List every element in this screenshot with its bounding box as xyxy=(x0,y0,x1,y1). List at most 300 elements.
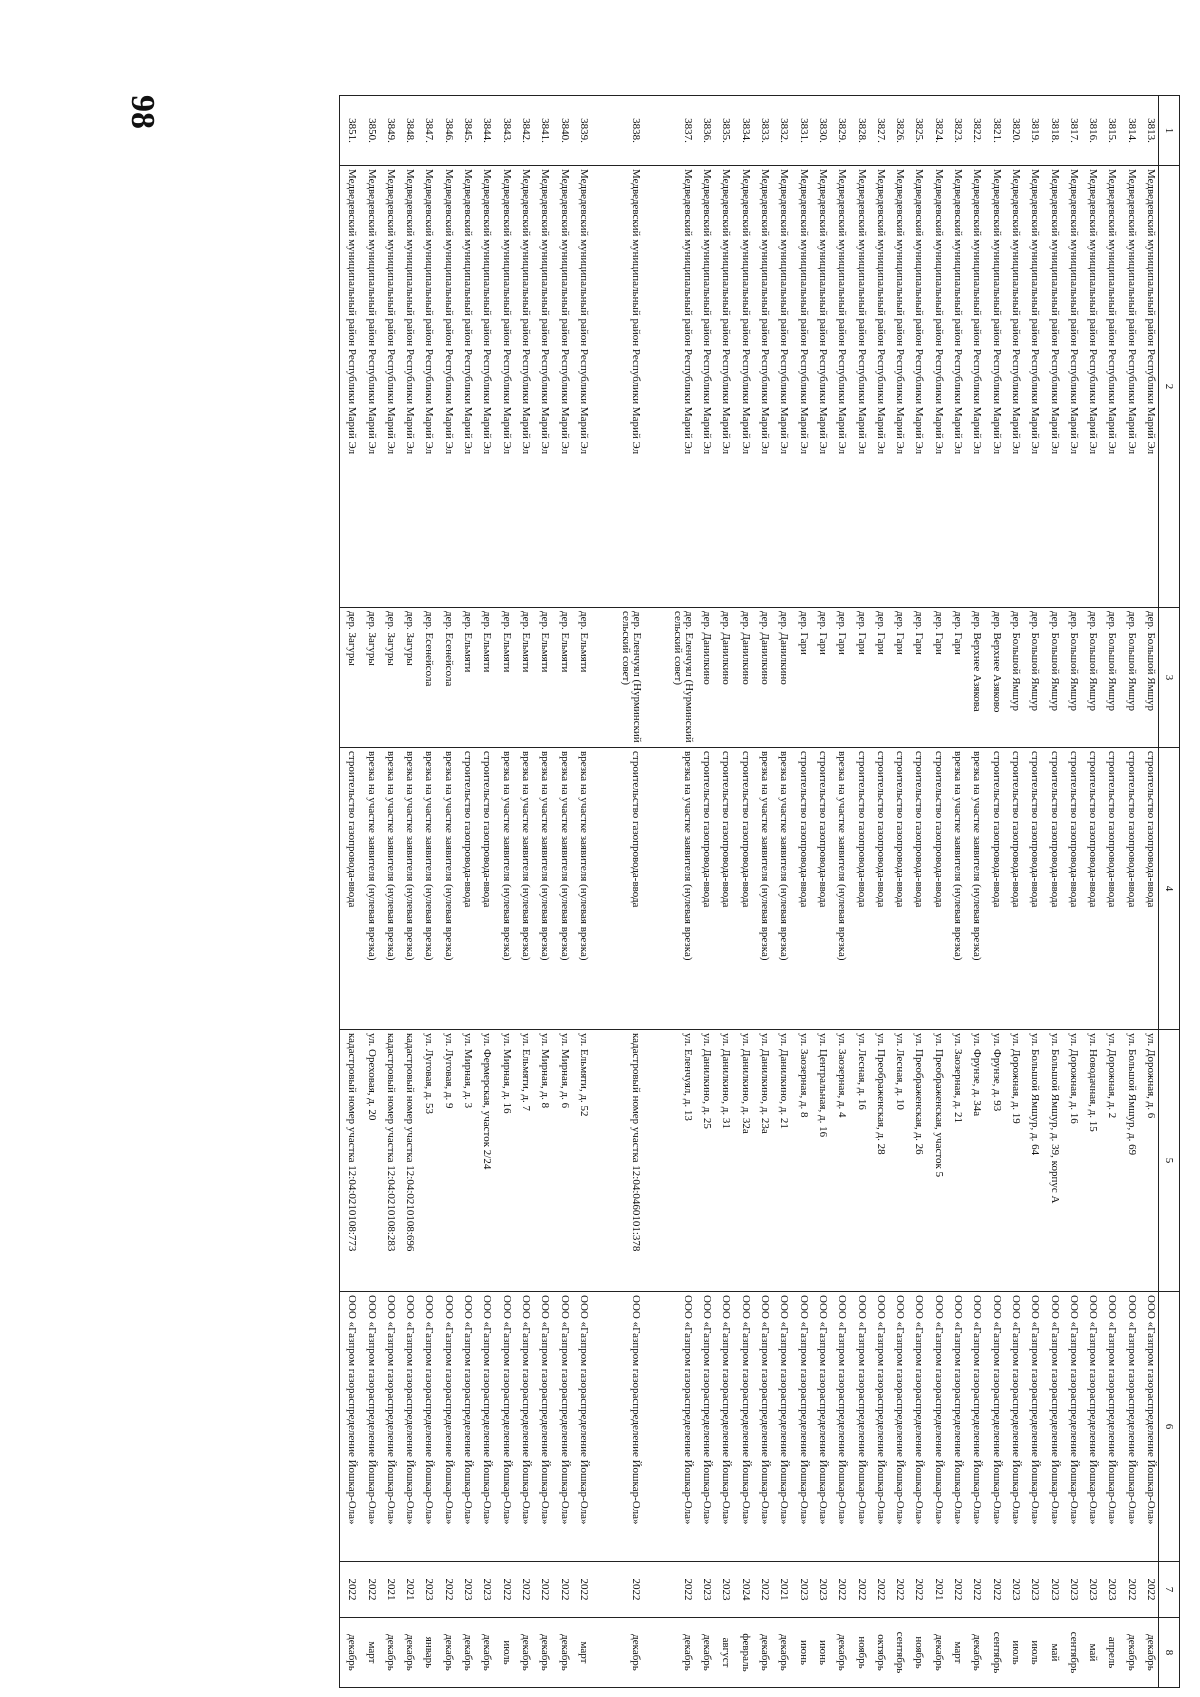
row-number: 3842. xyxy=(514,96,533,166)
table-row xyxy=(1004,96,1023,1688)
work-type-cell: врезка на участке заявителя (нулевая врезка) xyxy=(965,748,984,1030)
address-cell: ул. Данилкино, д. 32а xyxy=(733,1030,752,1292)
table-row xyxy=(733,96,752,1688)
month-cell: апрель xyxy=(1100,1618,1119,1688)
row-number: 3848. xyxy=(398,96,417,166)
work-type-cell: врезка на участке заявителя (нулевая врезка) xyxy=(437,748,456,1030)
organization-cell: ООО «Газпром газораспределение Йошкар-Ола» xyxy=(1023,1292,1042,1562)
year-cell: 2023 xyxy=(1004,1562,1023,1618)
work-type-cell: строительство газопровода-ввода xyxy=(1042,748,1061,1030)
settlement-cell: дер. Ельмяти xyxy=(552,608,571,748)
month-cell: декабрь xyxy=(533,1618,552,1688)
address-cell: ул. Еленчуял, д. 13 xyxy=(643,1030,695,1292)
year-cell: 2023 xyxy=(1042,1562,1061,1618)
header-row xyxy=(1159,96,1180,1688)
year-cell: 2022 xyxy=(591,1562,643,1618)
address-cell: ул. Мирная, д. 16 xyxy=(494,1030,513,1292)
settlement-cell: дер. Большой Ямшур xyxy=(1081,608,1100,748)
table-row xyxy=(572,96,591,1688)
district-cell: Медведевский муниципальный район Республики Марий Эл xyxy=(572,166,591,608)
settlement-cell: дер. Большой Ямшур xyxy=(1023,608,1042,748)
month-cell: март xyxy=(572,1618,591,1688)
address-cell: ул. Лесная, д. 16 xyxy=(849,1030,868,1292)
row-number: 3817. xyxy=(1062,96,1081,166)
header-col-3: 3 xyxy=(1159,608,1180,748)
district-cell: Медведевский муниципальный район Республики Марий Эл xyxy=(926,166,945,608)
work-type-cell: врезка на участке заявителя (нулевая врезка) xyxy=(830,748,849,1030)
row-number: 3838. xyxy=(591,96,643,166)
settlement-cell: дер. Загуры xyxy=(398,608,417,748)
organization-cell: ООО «Газпром газораспределение Йошкар-Ола» xyxy=(1042,1292,1061,1562)
table-row xyxy=(714,96,733,1688)
district-cell: Медведевский муниципальный район Республики Марий Эл xyxy=(869,166,888,608)
settlement-cell: дер. Большой Ямшур xyxy=(1004,608,1023,748)
month-cell: декабрь xyxy=(379,1618,398,1688)
row-number: 3847. xyxy=(417,96,436,166)
table-row xyxy=(791,96,810,1688)
month-cell: ноябрь xyxy=(849,1618,868,1688)
month-cell: ноябрь xyxy=(907,1618,926,1688)
organization-cell: ООО «Газпром газораспределение Йошкар-Ола» xyxy=(398,1292,417,1562)
year-cell: 2022 xyxy=(533,1562,552,1618)
organization-cell: ООО «Газпром газораспределение Йошкар-Ола» xyxy=(456,1292,475,1562)
work-type-cell: врезка на участке заявителя (нулевая врезка) xyxy=(494,748,513,1030)
settlement-cell: дер. Гари xyxy=(811,608,830,748)
month-cell: сентябрь xyxy=(888,1618,907,1688)
year-cell: 2023 xyxy=(456,1562,475,1618)
settlement-cell: дер. Ельмяти xyxy=(572,608,591,748)
settlement-cell: дер. Ельмяти xyxy=(533,608,552,748)
year-cell: 2023 xyxy=(791,1562,810,1618)
district-cell: Медведевский муниципальный район Республики Марий Эл xyxy=(456,166,475,608)
work-type-cell: строительство газопровода-ввода xyxy=(733,748,752,1030)
district-cell: Медведевский муниципальный район Республики Марий Эл xyxy=(753,166,772,608)
address-cell: ул. Данилкино, д. 21 xyxy=(772,1030,791,1292)
settlement-cell: дер. Гари xyxy=(907,608,926,748)
organization-cell: ООО «Газпром газораспределение Йошкар-Ола» xyxy=(643,1292,695,1562)
settlement-cell: дер. Данилкино xyxy=(714,608,733,748)
header-col-2: 2 xyxy=(1159,166,1180,608)
month-cell: декабрь xyxy=(926,1618,945,1688)
district-cell: Медведевский муниципальный район Республики Марий Эл xyxy=(359,166,378,608)
table-row xyxy=(907,96,926,1688)
district-cell: Медведевский муниципальный район Республики Марий Эл xyxy=(695,166,714,608)
year-cell: 2022 xyxy=(437,1562,456,1618)
month-cell: июль xyxy=(1004,1618,1023,1688)
table-row xyxy=(1081,96,1100,1688)
organization-cell: ООО «Газпром газораспределение Йошкар-Ола» xyxy=(572,1292,591,1562)
organization-cell: ООО «Газпром газораспределение Йошкар-Ола» xyxy=(533,1292,552,1562)
year-cell: 2022 xyxy=(494,1562,513,1618)
settlement-cell: дер. Ельмяти xyxy=(514,608,533,748)
organization-cell: ООО «Газпром газораспределение Йошкар-Ола» xyxy=(946,1292,965,1562)
year-cell: 2022 xyxy=(984,1562,1003,1618)
table-row xyxy=(379,96,398,1688)
year-cell: 2022 xyxy=(946,1562,965,1618)
settlement-cell: дер. Ельмяти xyxy=(456,608,475,748)
row-number: 3835. xyxy=(714,96,733,166)
table-row xyxy=(533,96,552,1688)
address-cell: ул. Дорожная, д. 16 xyxy=(1062,1030,1081,1292)
district-cell: Медведевский муниципальный район Республики Марий Эл xyxy=(379,166,398,608)
organization-cell: ООО «Газпром газораспределение Йошкар-Ола» xyxy=(926,1292,945,1562)
table-row xyxy=(552,96,571,1688)
month-cell: март xyxy=(946,1618,965,1688)
district-cell: Медведевский муниципальный район Республики Марий Эл xyxy=(733,166,752,608)
organization-cell: ООО «Газпром газораспределение Йошкар-Ола» xyxy=(907,1292,926,1562)
table-row xyxy=(888,96,907,1688)
organization-cell: ООО «Газпром газораспределение Йошкар-Ола» xyxy=(552,1292,571,1562)
work-type-cell: строительство газопровода-ввода xyxy=(1139,748,1159,1030)
work-type-cell: строительство газопровода-ввода xyxy=(1119,748,1138,1030)
work-type-cell: строительство газопровода-ввода xyxy=(1062,748,1081,1030)
address-cell: ул. Заозерная, д. 4 xyxy=(830,1030,849,1292)
year-cell: 2021 xyxy=(398,1562,417,1618)
month-cell: декабрь xyxy=(514,1618,533,1688)
work-type-cell: врезка на участке заявителя (нулевая врезка) xyxy=(772,748,791,1030)
settlement-cell: дер. Верхнее Азякова xyxy=(965,608,984,748)
district-cell: Медведевский муниципальный район Республики Марий Эл xyxy=(830,166,849,608)
year-cell: 2022 xyxy=(340,1562,360,1618)
row-number: 3824. xyxy=(926,96,945,166)
organization-cell: ООО «Газпром газораспределение Йошкар-Ола» xyxy=(791,1292,810,1562)
row-number: 3832. xyxy=(772,96,791,166)
address-cell: ул. Лесная, д. 10 xyxy=(888,1030,907,1292)
address-cell: ул. Большой Ямшур, д. 69 xyxy=(1119,1030,1138,1292)
address-cell: ул. Фермерская, участок 2/24 xyxy=(475,1030,494,1292)
year-cell: 2022 xyxy=(1139,1562,1159,1618)
district-cell: Медведевский муниципальный район Республики Марий Эл xyxy=(552,166,571,608)
year-cell: 2022 xyxy=(830,1562,849,1618)
year-cell: 2022 xyxy=(753,1562,772,1618)
settlement-cell: дер. Ельмяти xyxy=(494,608,513,748)
district-cell: Медведевский муниципальный район Республики Марий Эл xyxy=(811,166,830,608)
month-cell: декабрь xyxy=(340,1618,360,1688)
settlement-cell: дер. Большой Ямшур xyxy=(1042,608,1061,748)
table-row xyxy=(359,96,378,1688)
table-row xyxy=(456,96,475,1688)
address-cell: кадастровый номер участка 12:04:0210108:283 xyxy=(379,1030,398,1292)
month-cell: декабрь xyxy=(753,1618,772,1688)
year-cell: 2021 xyxy=(379,1562,398,1618)
settlement-cell: дер. Есенейсола xyxy=(417,608,436,748)
work-type-cell: строительство газопровода-ввода xyxy=(791,748,810,1030)
district-cell: Медведевский муниципальный район Республики Марий Эл xyxy=(1042,166,1061,608)
address-cell: кадастровый номер участка 12:04:0460101:378 xyxy=(591,1030,643,1292)
month-cell: декабрь xyxy=(1119,1618,1138,1688)
district-cell: Медведевский муниципальный район Республики Марий Эл xyxy=(965,166,984,608)
row-number: 3820. xyxy=(1004,96,1023,166)
table-row xyxy=(437,96,456,1688)
table-row xyxy=(1119,96,1138,1688)
district-cell: Медведевский муниципальный район Республики Марий Эл xyxy=(475,166,494,608)
address-cell: ул. Заозерная, д. 21 xyxy=(946,1030,965,1292)
organization-cell: ООО «Газпром газораспределение Йошкар-Ола» xyxy=(714,1292,733,1562)
table-row xyxy=(514,96,533,1688)
row-number: 3816. xyxy=(1081,96,1100,166)
month-cell: январь xyxy=(417,1618,436,1688)
month-cell: март xyxy=(359,1618,378,1688)
gas-connection-table xyxy=(339,95,1180,1688)
header-col-8: 8 xyxy=(1159,1618,1180,1688)
month-cell: июнь xyxy=(811,1618,830,1688)
organization-cell: ООО «Газпром газораспределение Йошкар-Ола» xyxy=(811,1292,830,1562)
district-cell: Медведевский муниципальный район Республики Марий Эл xyxy=(417,166,436,608)
row-number: 3819. xyxy=(1023,96,1042,166)
year-cell: 2022 xyxy=(359,1562,378,1618)
month-cell: июль xyxy=(1023,1618,1042,1688)
work-type-cell: врезка на участке заявителя (нулевая врезка) xyxy=(379,748,398,1030)
settlement-cell: дер. Гари xyxy=(926,608,945,748)
district-cell: Медведевский муниципальный район Республики Марий Эл xyxy=(398,166,417,608)
organization-cell: ООО «Газпром газораспределение Йошкар-Ола» xyxy=(753,1292,772,1562)
month-cell: февраль xyxy=(733,1618,752,1688)
row-number: 3843. xyxy=(494,96,513,166)
month-cell: декабрь xyxy=(643,1618,695,1688)
year-cell: 2022 xyxy=(869,1562,888,1618)
row-number: 3840. xyxy=(552,96,571,166)
address-cell: ул. Данилкино, д. 23а xyxy=(753,1030,772,1292)
year-cell: 2022 xyxy=(888,1562,907,1618)
address-cell: ул. Фрунзе, д. 34а xyxy=(965,1030,984,1292)
table-row xyxy=(1062,96,1081,1688)
district-cell: Медведевский муниципальный район Республики Марий Эл xyxy=(1100,166,1119,608)
organization-cell: ООО «Газпром газораспределение Йошкар-Ола» xyxy=(869,1292,888,1562)
header-col-5: 5 xyxy=(1159,1030,1180,1292)
address-cell: ул. Новодачная, д. 15 xyxy=(1081,1030,1100,1292)
work-type-cell: врезка на участке заявителя (нулевая врезка) xyxy=(398,748,417,1030)
month-cell: декабрь xyxy=(1139,1618,1159,1688)
month-cell: декабрь xyxy=(772,1618,791,1688)
year-cell: 2022 xyxy=(907,1562,926,1618)
year-cell: 2022 xyxy=(1119,1562,1138,1618)
address-cell: ул. Преображенская, д. 26 xyxy=(907,1030,926,1292)
organization-cell: ООО «Газпром газораспределение Йошкар-Ола» xyxy=(379,1292,398,1562)
district-cell: Медведевский муниципальный район Республики Марий Эл xyxy=(494,166,513,608)
month-cell: сентябрь xyxy=(984,1618,1003,1688)
year-cell: 2023 xyxy=(475,1562,494,1618)
header-col-6: 6 xyxy=(1159,1292,1180,1562)
table-row xyxy=(849,96,868,1688)
table-row xyxy=(772,96,791,1688)
work-type-cell: врезка на участке заявителя (нулевая врезка) xyxy=(533,748,552,1030)
settlement-cell: дер. Загуры xyxy=(359,608,378,748)
row-number: 3851. xyxy=(340,96,360,166)
row-number: 3839. xyxy=(572,96,591,166)
row-number: 3822. xyxy=(965,96,984,166)
work-type-cell: врезка на участке заявителя (нулевая врезка) xyxy=(946,748,965,1030)
table-row xyxy=(398,96,417,1688)
settlement-cell: дер. Данилкино xyxy=(753,608,772,748)
month-cell: июль xyxy=(494,1618,513,1688)
organization-cell: ООО «Газпром газораспределение Йошкар-Ола» xyxy=(1139,1292,1159,1562)
year-cell: 2023 xyxy=(1062,1562,1081,1618)
organization-cell: ООО «Газпром газораспределение Йошкар-Ола» xyxy=(475,1292,494,1562)
year-cell: 2022 xyxy=(514,1562,533,1618)
district-cell: Медведевский муниципальный район Республики Марий Эл xyxy=(643,166,695,608)
row-number: 3818. xyxy=(1042,96,1061,166)
row-number: 3821. xyxy=(984,96,1003,166)
page-number: 98 xyxy=(124,95,161,129)
organization-cell: ООО «Газпром газораспределение Йошкар-Ола» xyxy=(888,1292,907,1562)
table-row xyxy=(984,96,1003,1688)
work-type-cell: строительство газопровода-ввода xyxy=(340,748,360,1030)
year-cell: 2022 xyxy=(643,1562,695,1618)
organization-cell: ООО «Газпром газораспределение Йошкар-Ола» xyxy=(733,1292,752,1562)
work-type-cell: врезка на участке заявителя (нулевая врезка) xyxy=(572,748,591,1030)
table-row xyxy=(1139,96,1159,1688)
year-cell: 2022 xyxy=(849,1562,868,1618)
month-cell: декабрь xyxy=(552,1618,571,1688)
district-cell: Медведевский муниципальный район Республики Марий Эл xyxy=(946,166,965,608)
address-cell: кадастровый номер участка 12:04:0210108:773 xyxy=(340,1030,360,1292)
settlement-cell: дер. Гари xyxy=(849,608,868,748)
table-row xyxy=(591,96,643,1688)
organization-cell: ООО «Газпром газораспределение Йошкар-Ола» xyxy=(1081,1292,1100,1562)
row-number: 3829. xyxy=(830,96,849,166)
year-cell: 2023 xyxy=(811,1562,830,1618)
work-type-cell: врезка на участке заявителя (нулевая врезка) xyxy=(753,748,772,1030)
row-number: 3850. xyxy=(359,96,378,166)
row-number: 3844. xyxy=(475,96,494,166)
settlement-cell: дер. Данилкино xyxy=(772,608,791,748)
table-row xyxy=(475,96,494,1688)
address-cell: ул. Данилкино, д. 25 xyxy=(695,1030,714,1292)
row-number: 3845. xyxy=(456,96,475,166)
work-type-cell: строительство газопровода-ввода xyxy=(849,748,868,1030)
table-row xyxy=(494,96,513,1688)
row-number: 3841. xyxy=(533,96,552,166)
address-cell: кадастровый номер участка 12:04:0210108:696 xyxy=(398,1030,417,1292)
district-cell: Медведевский муниципальный район Республики Марий Эл xyxy=(1062,166,1081,608)
organization-cell: ООО «Газпром газораспределение Йошкар-Ола» xyxy=(417,1292,436,1562)
settlement-cell: дер. Данилкино xyxy=(695,608,714,748)
settlement-cell: дер. Гари xyxy=(946,608,965,748)
organization-cell: ООО «Газпром газораспределение Йошкар-Ола» xyxy=(772,1292,791,1562)
month-cell: май xyxy=(1081,1618,1100,1688)
table-row xyxy=(1042,96,1061,1688)
row-number: 3815. xyxy=(1100,96,1119,166)
district-cell: Медведевский муниципальный район Республики Марий Эл xyxy=(1139,166,1159,608)
settlement-cell: дер. Еленчуял (Нурминский сельский совет) xyxy=(643,608,695,748)
organization-cell: ООО «Газпром газораспределение Йошкар-Ола» xyxy=(437,1292,456,1562)
settlement-cell: дер. Большой Ямшур xyxy=(1100,608,1119,748)
row-number: 3828. xyxy=(849,96,868,166)
district-cell: Медведевский муниципальный район Республики Марий Эл xyxy=(772,166,791,608)
address-cell: ул. Луговая, д. 53 xyxy=(417,1030,436,1292)
district-cell: Медведевский муниципальный район Республики Марий Эл xyxy=(591,166,643,608)
month-cell: декабрь xyxy=(437,1618,456,1688)
row-number: 3813. xyxy=(1139,96,1159,166)
district-cell: Медведевский муниципальный район Республики Марий Эл xyxy=(533,166,552,608)
work-type-cell: строительство газопровода-ввода xyxy=(456,748,475,1030)
work-type-cell: строительство газопровода-ввода xyxy=(591,748,643,1030)
month-cell: декабрь xyxy=(965,1618,984,1688)
settlement-cell: дер. Гари xyxy=(869,608,888,748)
year-cell: 2023 xyxy=(1100,1562,1119,1618)
table-row xyxy=(417,96,436,1688)
work-type-cell: врезка на участке заявителя (нулевая врезка) xyxy=(417,748,436,1030)
address-cell: ул. Мирная, д. 6 xyxy=(552,1030,571,1292)
work-type-cell: строительство газопровода-ввода xyxy=(695,748,714,1030)
settlement-cell: дер. Загуры xyxy=(340,608,360,748)
rotated-table-container xyxy=(180,95,1180,1687)
month-cell: декабрь xyxy=(475,1618,494,1688)
row-number: 3827. xyxy=(869,96,888,166)
year-cell: 2023 xyxy=(1081,1562,1100,1618)
table-row xyxy=(340,96,360,1688)
work-type-cell: строительство газопровода-ввода xyxy=(1004,748,1023,1030)
work-type-cell: врезка на участке заявителя (нулевая врезка) xyxy=(514,748,533,1030)
organization-cell: ООО «Газпром газораспределение Йошкар-Ола» xyxy=(1100,1292,1119,1562)
district-cell: Медведевский муниципальный район Республики Марий Эл xyxy=(791,166,810,608)
month-cell: май xyxy=(1042,1618,1061,1688)
month-cell: август xyxy=(714,1618,733,1688)
row-number: 3846. xyxy=(437,96,456,166)
address-cell: ул. Преображенская, участок 5 xyxy=(926,1030,945,1292)
settlement-cell: дер. Верхнее Азяково xyxy=(984,608,1003,748)
month-cell: декабрь xyxy=(591,1618,643,1688)
settlement-cell: дер. Загуры xyxy=(379,608,398,748)
table-row xyxy=(811,96,830,1688)
organization-cell: ООО «Газпром газораспределение Йошкар-Ола» xyxy=(591,1292,643,1562)
district-cell: Медведевский муниципальный район Республики Марий Эл xyxy=(1081,166,1100,608)
table-row xyxy=(830,96,849,1688)
work-type-cell: строительство газопровода-ввода xyxy=(869,748,888,1030)
settlement-cell: дер. Гари xyxy=(791,608,810,748)
table-row xyxy=(965,96,984,1688)
work-type-cell: строительство газопровода-ввода xyxy=(475,748,494,1030)
address-cell: ул. Заозерная, д. 8 xyxy=(791,1030,810,1292)
header-col-4: 4 xyxy=(1159,748,1180,1030)
year-cell: 2024 xyxy=(733,1562,752,1618)
row-number: 3823. xyxy=(946,96,965,166)
address-cell: ул. Преображенская, д. 28 xyxy=(869,1030,888,1292)
row-number: 3814. xyxy=(1119,96,1138,166)
work-type-cell: врезка на участке заявителя (нулевая врезка) xyxy=(552,748,571,1030)
month-cell: сентябрь xyxy=(1062,1618,1081,1688)
organization-cell: ООО «Газпром газораспределение Йошкар-Ола» xyxy=(514,1292,533,1562)
row-number: 3837. xyxy=(643,96,695,166)
district-cell: Медведевский муниципальный район Республики Марий Эл xyxy=(514,166,533,608)
row-number: 3831. xyxy=(791,96,810,166)
settlement-cell: дер. Большой Ямшур xyxy=(1139,608,1159,748)
work-type-cell: строительство газопровода-ввода xyxy=(811,748,830,1030)
address-cell: ул. Луговая, д. 9 xyxy=(437,1030,456,1292)
address-cell: ул. Большой Ямшур, д. 64 xyxy=(1023,1030,1042,1292)
month-cell: декабрь xyxy=(695,1618,714,1688)
address-cell: ул. Данилкино, д. 31 xyxy=(714,1030,733,1292)
organization-cell: ООО «Газпром газораспределение Йошкар-Ола» xyxy=(359,1292,378,1562)
organization-cell: ООО «Газпром газораспределение Йошкар-Ола» xyxy=(1062,1292,1081,1562)
address-cell: ул. Дорожная, д. 6 xyxy=(1139,1030,1159,1292)
district-cell: Медведевский муниципальный район Республики Марий Эл xyxy=(340,166,360,608)
month-cell: июнь xyxy=(791,1618,810,1688)
organization-cell: ООО «Газпром газораспределение Йошкар-Ола» xyxy=(695,1292,714,1562)
district-cell: Медведевский муниципальный район Республики Марий Эл xyxy=(1023,166,1042,608)
organization-cell: ООО «Газпром газораспределение Йошкар-Ола» xyxy=(965,1292,984,1562)
year-cell: 2023 xyxy=(714,1562,733,1618)
row-number: 3826. xyxy=(888,96,907,166)
address-cell: ул. Большой Ямшур, д. 39, корпус А xyxy=(1042,1030,1061,1292)
month-cell: декабрь xyxy=(830,1618,849,1688)
district-cell: Медведевский муниципальный район Республики Марий Эл xyxy=(907,166,926,608)
address-cell: ул. Мирная, д. 8 xyxy=(533,1030,552,1292)
row-number: 3830. xyxy=(811,96,830,166)
table-body xyxy=(340,96,1159,1688)
row-number: 3825. xyxy=(907,96,926,166)
year-cell: 2023 xyxy=(695,1562,714,1618)
